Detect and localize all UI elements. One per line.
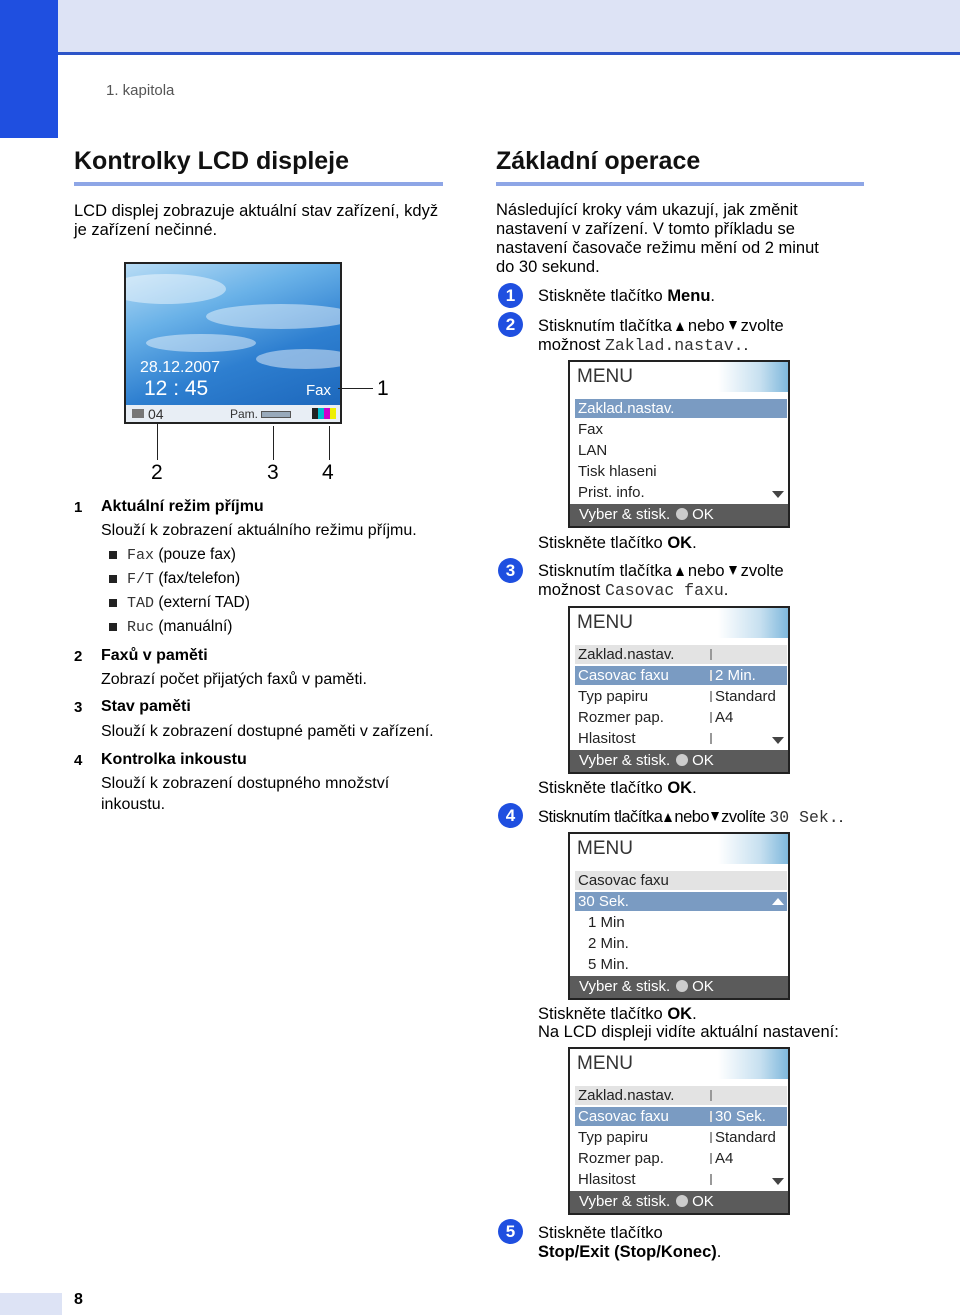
- menu-item-typ-papiru[interactable]: Typ papiru Standard: [578, 688, 776, 705]
- section-rule: [74, 182, 443, 186]
- ok-button-icon: [676, 754, 688, 766]
- scroll-up-icon: [772, 898, 784, 905]
- lcd-mode: Fax: [306, 382, 332, 399]
- step-1-marker: 1: [498, 283, 523, 308]
- down-arrow-icon: [729, 566, 737, 575]
- step-5-text-line2: Stop/Exit (Stop/Konec).: [538, 1243, 722, 1261]
- menu-header-zaklad-nastav: Zaklad.nastav.: [575, 645, 787, 664]
- menu-item-zaklad-nastav[interactable]: Zaklad.nastav.: [575, 399, 787, 418]
- bullet-item: Ruc (manuální): [127, 618, 233, 636]
- step-4-ok-text: Stiskněte tlačítko OK.: [538, 1005, 697, 1023]
- lcd-menu-screen-3: [568, 832, 790, 1000]
- callout-2: 2: [151, 461, 163, 484]
- step-2-marker: 2: [498, 312, 523, 337]
- bullet-item: TAD (externí TAD): [127, 594, 250, 612]
- step-4-text: Stisknutím tlačítka nebo zvolíte 30 Sek..: [538, 808, 843, 827]
- menu-title: MENU: [577, 366, 633, 387]
- lcd-display-image: [124, 262, 342, 424]
- lcd-menu-screen-4: [568, 1047, 790, 1215]
- callout-line-1: [338, 388, 373, 389]
- menu-header-casovac-faxu: Casovac faxu: [575, 871, 787, 890]
- item-description: Zobrazí počet přijatých faxů v paměti.: [101, 671, 367, 688]
- lcd-time: 12 : 45: [144, 377, 209, 400]
- bullet: [109, 599, 117, 607]
- section-title-lcd: Kontrolky LCD displeje: [74, 147, 350, 175]
- item-description: inkoustu.: [101, 796, 166, 813]
- menu-item-rozmer-pap[interactable]: Rozmer pap. A4: [578, 709, 734, 726]
- menu-option-5-min[interactable]: 5 Min.: [588, 956, 629, 973]
- menu-item-prist-info[interactable]: Prist. info.: [578, 484, 645, 501]
- item-description: Slouží k zobrazení dostupného množství: [101, 775, 390, 792]
- step-5-text: Stiskněte tlačítko: [538, 1224, 663, 1242]
- lcd-intro: LCD displej zobrazuje aktuální stav zařízení, když je zařízení nečinné.: [74, 202, 439, 239]
- down-arrow-icon: [711, 812, 719, 821]
- chapter-label: 1. kapitola: [106, 82, 175, 99]
- page-number: 8: [74, 1291, 83, 1308]
- step-2-text: Stisknutím tlačítka nebo zvolte: [538, 317, 784, 335]
- callout-1: 1: [377, 377, 389, 400]
- menu-title: MENU: [577, 838, 633, 859]
- step-5-marker: 5: [498, 1219, 523, 1244]
- menu-footer: Vyber & stisk. OK: [570, 1191, 788, 1213]
- callout-3: 3: [267, 461, 279, 484]
- menu-item-typ-papiru[interactable]: Typ papiru Standard: [578, 1129, 776, 1146]
- lcd-fax-count: 04: [148, 406, 164, 422]
- section-title-operations: Základní operace: [496, 147, 701, 175]
- lcd-date: 28.12.2007: [140, 359, 221, 376]
- menu-item-lan[interactable]: LAN: [578, 442, 608, 459]
- item-number: 2: [74, 648, 83, 665]
- callout-line-2: [157, 424, 158, 460]
- callout-4: 4: [322, 461, 334, 484]
- bullet-item: Fax (pouze fax): [127, 546, 236, 564]
- menu-footer: Vyber & stisk. OK: [570, 504, 788, 526]
- step-3-text: Stisknutím tlačítka nebo zvolte: [538, 562, 784, 580]
- lcd-menu-screen-2: [568, 606, 790, 774]
- menu-item-casovac-faxu[interactable]: Casovac faxu 30 Sek.: [575, 1107, 787, 1126]
- ok-button-icon: [676, 508, 688, 520]
- callout-line-3: [273, 426, 274, 460]
- section-rule: [496, 182, 864, 186]
- operations-intro-line: nastavení v zařízení. V tomto příkladu se: [496, 220, 795, 238]
- item-number: 1: [74, 499, 83, 516]
- menu-option-30-sek[interactable]: 30 Sek.: [575, 892, 787, 911]
- bullet: [109, 551, 117, 559]
- item-description: Slouží k zobrazení aktuálního režimu příjmu.: [101, 522, 417, 539]
- menu-item-casovac-faxu[interactable]: Casovac faxu 2 Min.: [575, 666, 787, 685]
- scroll-down-icon: [772, 737, 784, 744]
- step-4-result-text: Na LCD displeji vidíte aktuální nastavení:: [538, 1023, 839, 1041]
- operations-intro-line: nastavení časovače režimu mění od 2 minut: [496, 239, 819, 257]
- lcd-menu-screen-1: [568, 360, 790, 528]
- step-2-text-line2: možnost Zaklad.nastav..: [538, 336, 749, 355]
- step-3-marker: 3: [498, 558, 523, 583]
- item-description: Slouží k zobrazení dostupné paměti v zařízení.: [101, 723, 434, 740]
- ok-button-icon: [676, 1195, 688, 1207]
- step-4-marker: 4: [498, 803, 523, 828]
- bullet: [109, 623, 117, 631]
- ink-level-icon: [312, 408, 336, 419]
- fax-icon: [132, 409, 144, 418]
- menu-item-hlasitost[interactable]: Hlasitost: [575, 1170, 787, 1189]
- step-3-ok-text: Stiskněte tlačítko OK.: [538, 779, 697, 797]
- lcd-memory-label: Pam.: [230, 407, 259, 421]
- callout-line-4: [329, 426, 330, 460]
- step-1-text: Stiskněte tlačítko Menu.: [538, 287, 715, 305]
- up-arrow-icon: [676, 322, 684, 331]
- menu-title: MENU: [577, 612, 633, 633]
- up-arrow-icon: [676, 567, 684, 576]
- operations-intro-line: do 30 sekund.: [496, 258, 600, 276]
- chapter-tab: [0, 0, 58, 138]
- up-arrow-icon: [664, 813, 672, 822]
- item-number: 4: [74, 752, 83, 769]
- menu-footer: Vyber & stisk. OK: [570, 750, 788, 772]
- menu-item-fax[interactable]: Fax: [578, 421, 604, 438]
- item-number: 3: [74, 699, 83, 716]
- scroll-down-icon: [772, 491, 784, 498]
- bullet: [109, 575, 117, 583]
- menu-title: MENU: [577, 1053, 633, 1074]
- menu-header-zaklad-nastav: Zaklad.nastav.: [575, 1086, 787, 1105]
- down-arrow-icon: [729, 321, 737, 330]
- menu-item-hlasitost[interactable]: Hlasitost: [575, 729, 787, 748]
- menu-item-rozmer-pap[interactable]: Rozmer pap. A4: [578, 1150, 734, 1167]
- menu-option-1-min[interactable]: 1 Min: [588, 914, 625, 931]
- header-rule: [58, 52, 960, 55]
- memory-bar-icon: [261, 411, 291, 418]
- item-heading: Aktuální režim příjmu: [101, 498, 264, 515]
- menu-option-2-min[interactable]: 2 Min.: [588, 935, 629, 952]
- bullet-item: F/T (fax/telefon): [127, 570, 241, 588]
- step-3-text-line2: možnost Casovac faxu.: [538, 581, 729, 600]
- step-2-ok-text: Stiskněte tlačítko OK.: [538, 534, 697, 552]
- ok-button-icon: [676, 980, 688, 992]
- item-heading: Faxů v paměti: [101, 647, 208, 664]
- item-heading: Stav paměti: [101, 698, 191, 715]
- scroll-down-icon: [772, 1178, 784, 1185]
- footer-band: [0, 1293, 62, 1315]
- menu-item-tisk-hlaseni[interactable]: Tisk hlaseni: [578, 463, 657, 480]
- header-band: [0, 0, 960, 52]
- item-heading: Kontrolka inkoustu: [101, 751, 247, 768]
- operations-intro-line: Následující kroky vám ukazují, jak změnit: [496, 201, 798, 219]
- menu-footer: Vyber & stisk. OK: [570, 976, 788, 998]
